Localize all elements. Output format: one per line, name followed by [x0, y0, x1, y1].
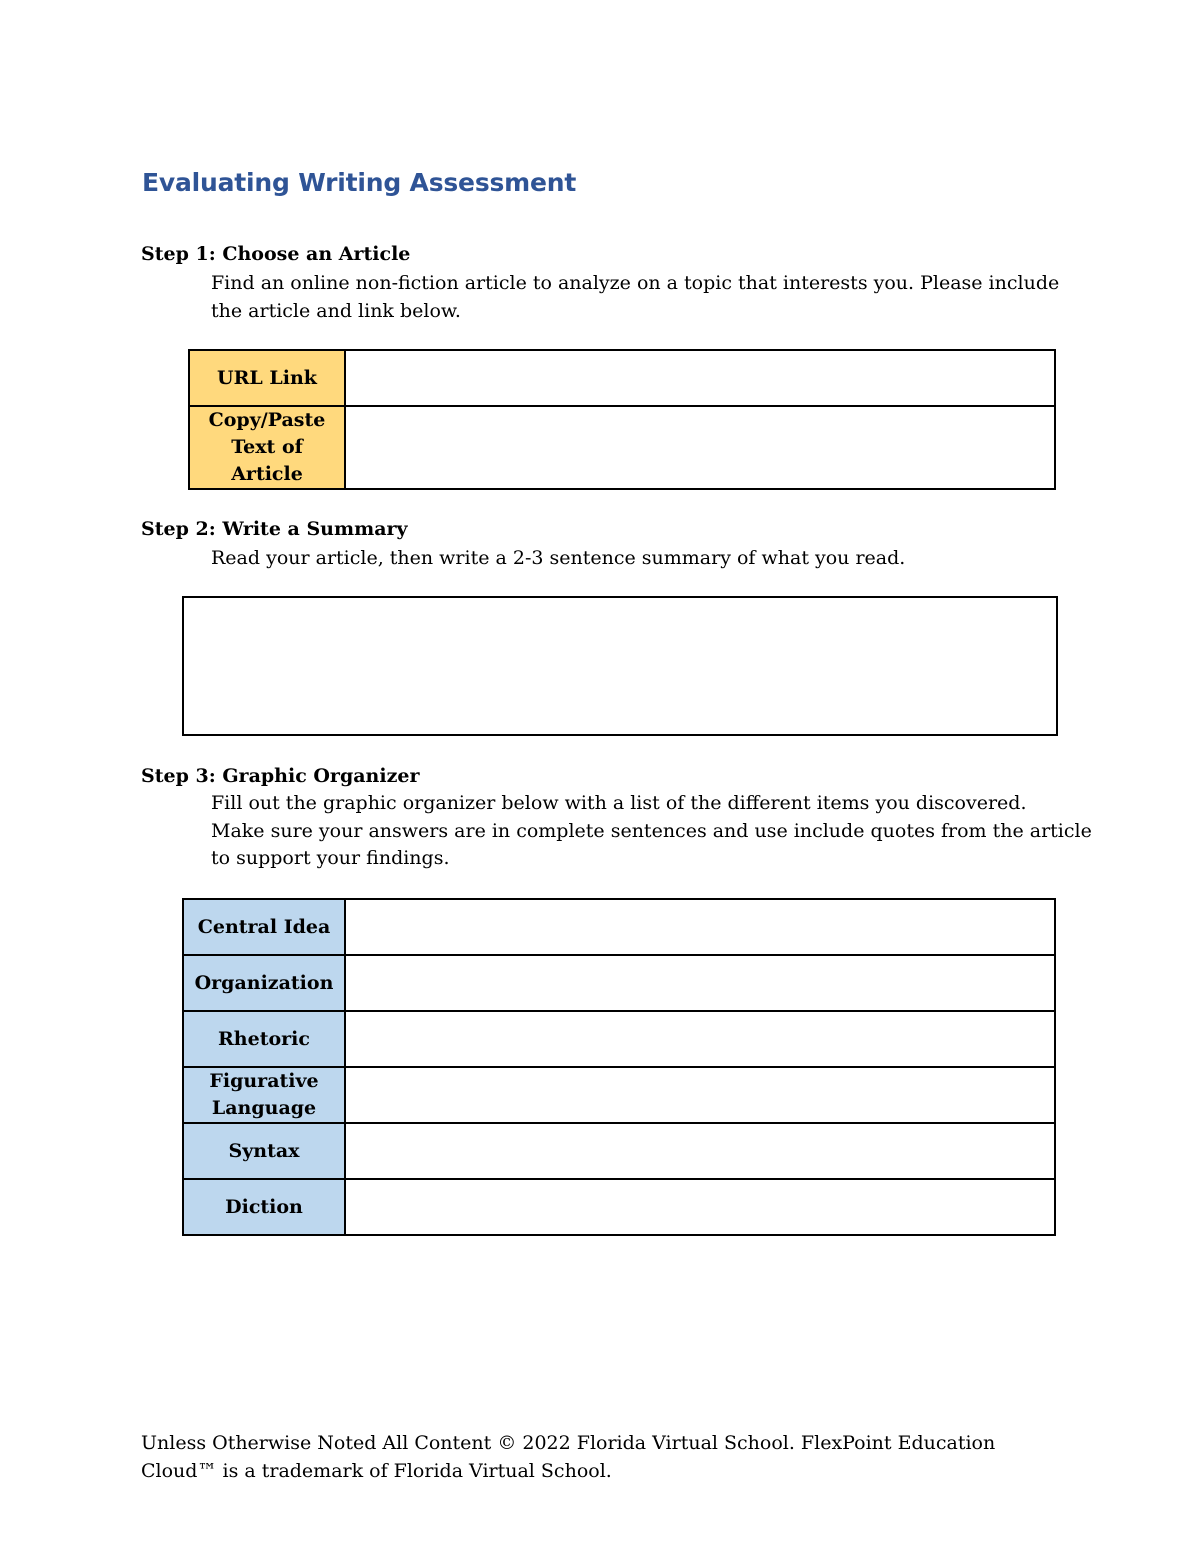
syntax-label: Syntax	[183, 1123, 345, 1179]
syntax-field[interactable]	[345, 1123, 1055, 1179]
summary-field[interactable]	[182, 596, 1058, 736]
article-text-label-line: Article	[231, 463, 303, 485]
copyright-footer	[141, 1430, 995, 1485]
figurative-language-label-line: Figurative	[209, 1070, 319, 1092]
diction-label: Diction	[183, 1179, 345, 1235]
step3-instruction-line: Make sure your answers are in complete sentences and use include quotes from the article	[211, 819, 1092, 842]
rhetoric-label: Rhetoric	[183, 1011, 345, 1067]
table-row	[183, 1011, 1055, 1067]
article-text-label	[189, 406, 345, 489]
central-idea-label: Central Idea	[183, 899, 345, 955]
step1-instruction-line: Find an online non-fiction article to analyze on a topic that interests you. Please include	[211, 272, 1060, 294]
article-text-label-line: Text of	[231, 436, 303, 458]
document-title: Evaluating Writing Assessment	[142, 168, 577, 197]
organization-label: Organization	[183, 955, 345, 1011]
step2-instruction-line: Read your article, then write a 2-3 sentence summary of what you read.	[211, 547, 906, 569]
figurative-language-field[interactable]	[345, 1067, 1055, 1123]
step3-instruction-line: Fill out the graphic organizer below with a list of the different items you discovered.	[211, 792, 1027, 814]
step3-instructions	[211, 790, 1092, 873]
url-link-field[interactable]	[345, 350, 1055, 406]
rhetoric-field[interactable]	[345, 1011, 1055, 1067]
figurative-language-label	[183, 1067, 345, 1123]
article-table	[188, 349, 1056, 490]
step2-instructions	[211, 545, 905, 573]
article-text-label-line: Copy/Paste	[208, 409, 326, 431]
table-row	[183, 1067, 1055, 1123]
central-idea-field[interactable]	[345, 899, 1055, 955]
table-row	[183, 1123, 1055, 1179]
table-row	[183, 955, 1055, 1011]
figurative-language-label-line: Language	[211, 1097, 317, 1119]
step3-heading: Step 3: Graphic Organizer	[141, 765, 420, 787]
url-link-label: URL Link	[189, 350, 345, 406]
article-text-field[interactable]	[345, 406, 1055, 489]
step3-instruction-line: to support your findings.	[211, 847, 450, 869]
footer-line: Cloud™ is a trademark of Florida Virtual School.	[141, 1459, 612, 1482]
diction-field[interactable]	[345, 1179, 1055, 1235]
organization-field[interactable]	[345, 955, 1055, 1011]
table-row	[189, 406, 1055, 489]
graphic-organizer-table	[182, 898, 1056, 1236]
step1-instructions	[211, 270, 1059, 325]
step1-heading: Step 1: Choose an Article	[141, 243, 411, 265]
table-row	[183, 1179, 1055, 1235]
table-row	[183, 899, 1055, 955]
table-row	[189, 350, 1055, 406]
footer-line: Unless Otherwise Noted All Content © 2022 Florida Virtual School. FlexPoint Education	[141, 1432, 996, 1454]
step2-heading: Step 2: Write a Summary	[141, 518, 408, 540]
step1-instruction-line: the article and link below.	[211, 299, 461, 322]
